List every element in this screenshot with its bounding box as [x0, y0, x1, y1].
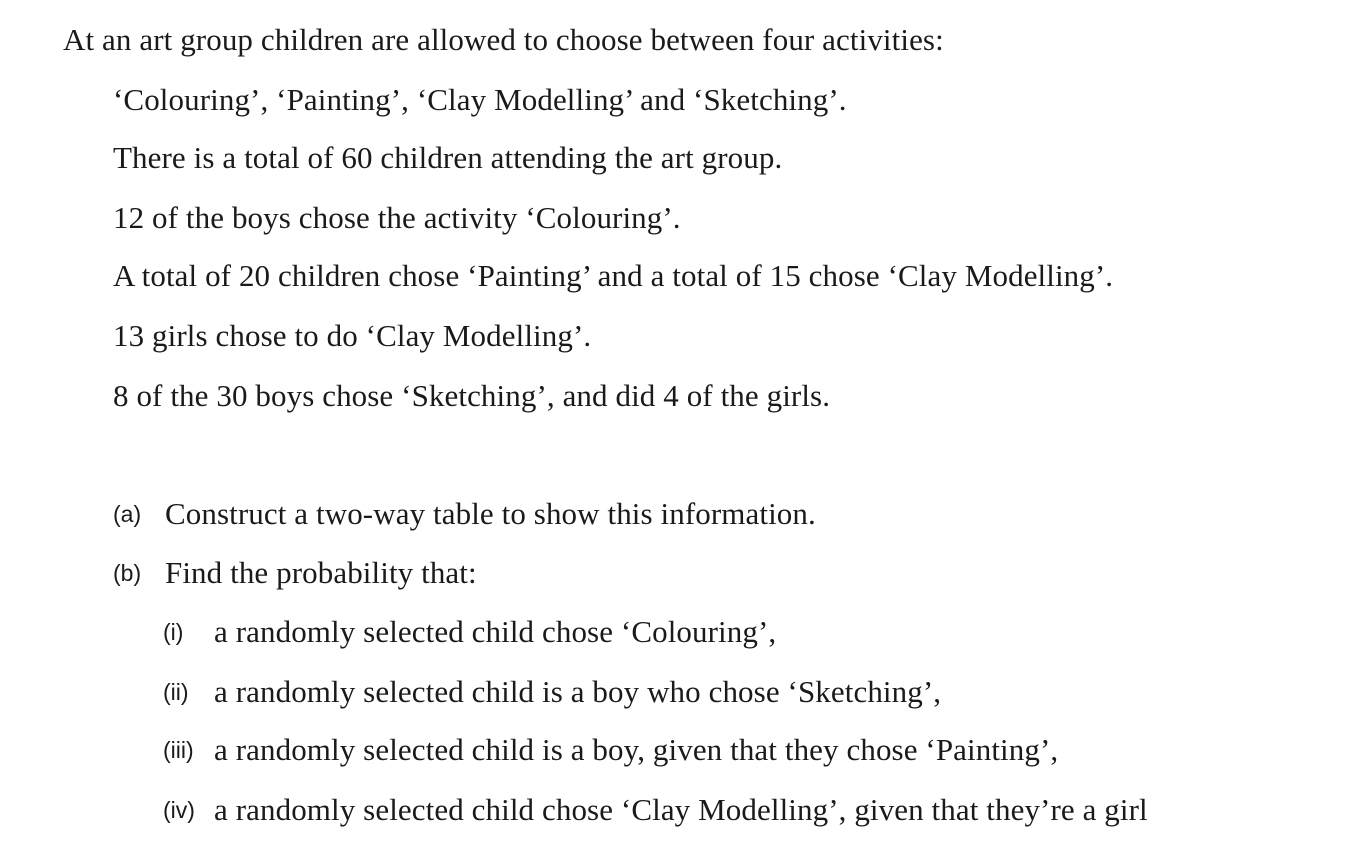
statement-girls-clay: 13 girls chose to do ‘Clay Modelling’. — [113, 318, 592, 353]
subquestion-i-marker: (i) — [163, 619, 184, 645]
statement-total-children: There is a total of 60 children attending the art group. — [113, 140, 783, 175]
question-b-text: Find the probability that: — [165, 555, 477, 590]
question-a-marker: (a) — [113, 501, 142, 527]
statement-boys-colouring: 12 of the boys chose the activity ‘Colouring’. — [113, 200, 681, 235]
subquestion-iv-text: a randomly selected child chose ‘Clay Modelling’, given that they’re a girl — [214, 792, 1148, 827]
intro-text: At an art group children are allowed to choose between four activities: — [63, 22, 944, 57]
subquestion-i-text: a randomly selected child chose ‘Colouring’, — [214, 614, 777, 649]
question-b-marker: (b) — [113, 560, 142, 586]
statement-activities: ‘Colouring’, ‘Painting’, ‘Clay Modelling’ and ‘Sketching’. — [113, 82, 847, 117]
subquestion-ii-text: a randomly selected child is a boy who chose ‘Sketching’, — [214, 674, 942, 709]
subquestion-iii-text: a randomly selected child is a boy, given that they chose ‘Painting’, — [214, 732, 1059, 767]
subquestion-ii-marker: (ii) — [163, 679, 189, 705]
statement-sketching: 8 of the 30 boys chose ‘Sketching’, and did 4 of the girls. — [113, 378, 831, 413]
subquestion-iii-marker: (iii) — [163, 737, 194, 763]
statement-painting-clay-totals: A total of 20 children chose ‘Painting’ and a total of 15 chose ‘Clay Modelling’. — [113, 258, 1114, 293]
question-a-text: Construct a two-way table to show this information. — [165, 496, 816, 531]
subquestion-iv-marker: (iv) — [163, 797, 195, 823]
